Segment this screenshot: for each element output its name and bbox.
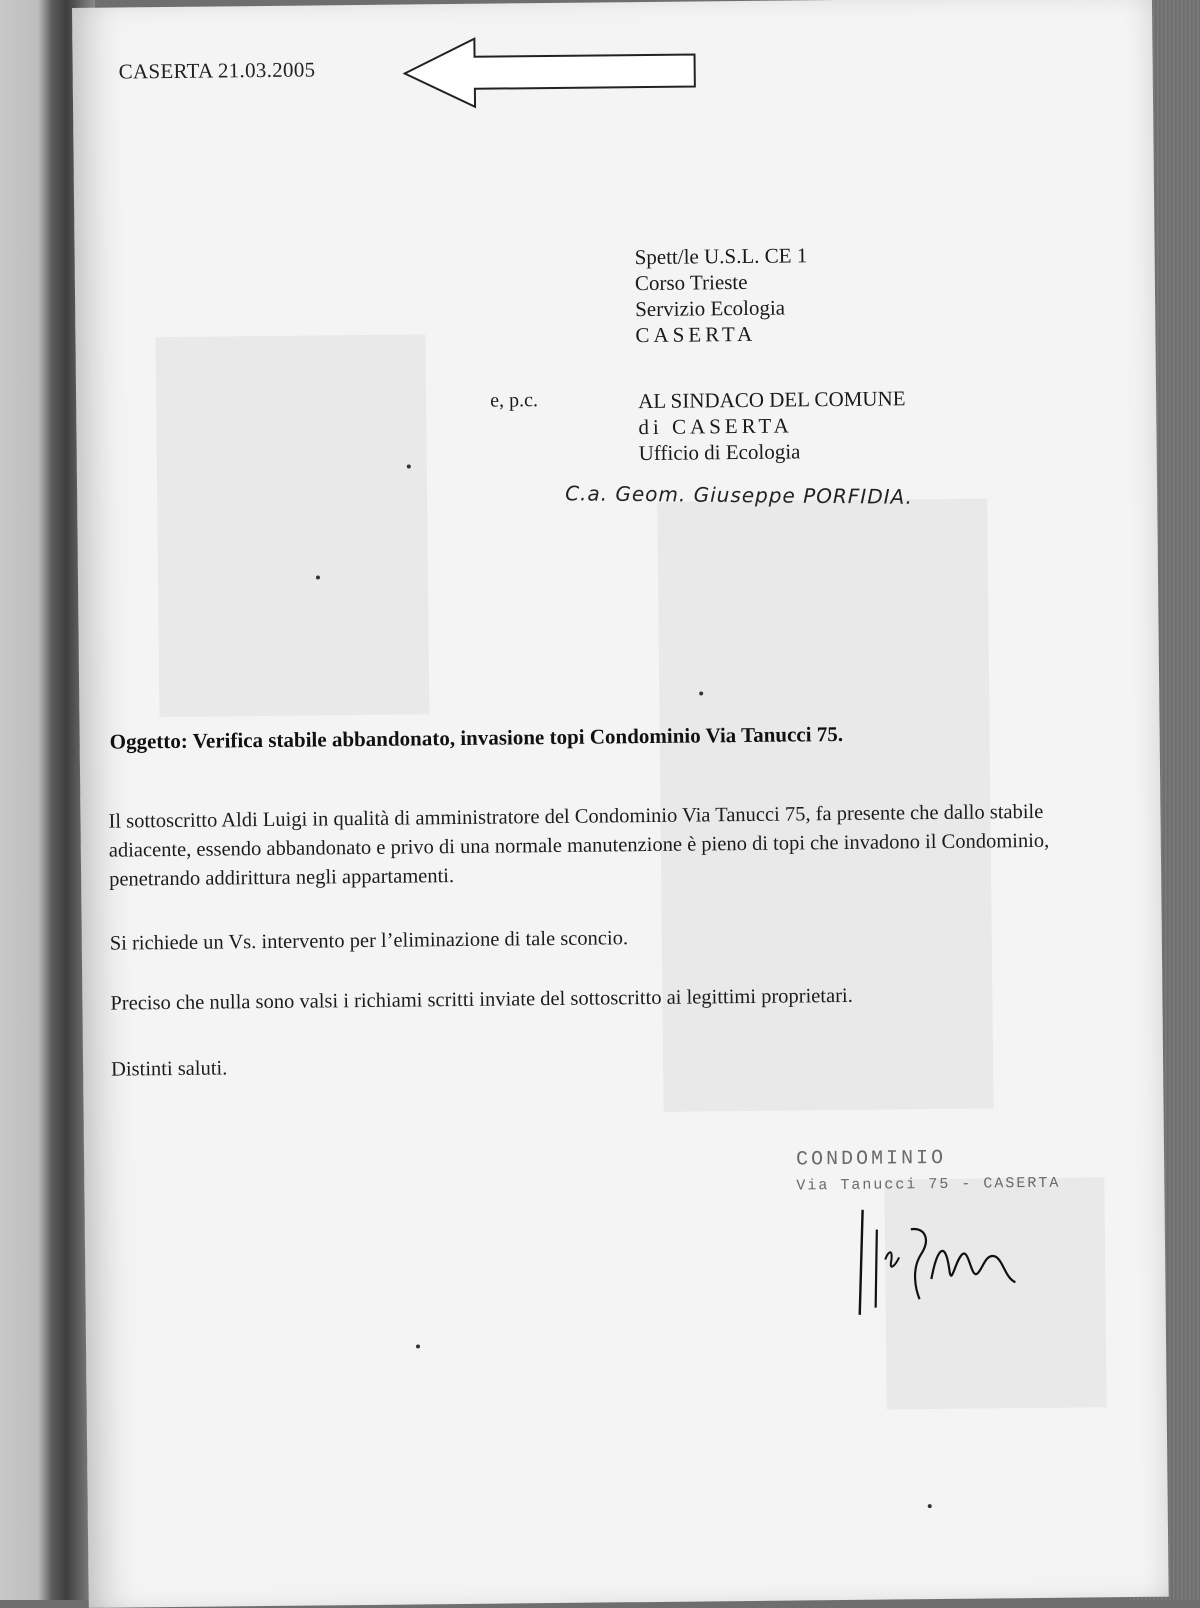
speck: [416, 1344, 420, 1348]
bleed-through-photo: [155, 334, 429, 717]
condominium-stamp: [796, 1145, 1116, 1194]
speck: [928, 1504, 932, 1508]
recipient-address: [635, 242, 809, 348]
body-paragraph-2: Si richiede un Vs. intervento per l’eliminazione di tale sconcio.: [109, 927, 629, 955]
letter-page: [72, 0, 1169, 1608]
handwritten-note: C.a. Geom. Giuseppe PORFIDIA.: [565, 481, 914, 509]
letter-subject: Oggetto: Verifica stabile abbandonato, invasione topi Condominio Via Tanucci 75.: [109, 721, 844, 754]
cc-line-2: di CASERTA: [638, 413, 793, 440]
stamp-line-1: CONDOMINIO: [795, 1146, 947, 1172]
stamp-line-2: Via Tanucci 75 - CASERTA: [796, 1174, 1061, 1195]
recipient-line-3: Servizio Ecologia: [635, 295, 786, 322]
recipient-line-4: CASERTA: [635, 321, 757, 348]
letter-date: CASERTA 21.03.2005: [118, 57, 316, 84]
cc-recipient-address: [638, 385, 906, 466]
speck: [699, 691, 703, 695]
speck: [316, 575, 320, 579]
signature-mark: [845, 1197, 1086, 1330]
closing-salutation: Distinti saluti.: [111, 1057, 228, 1081]
speck: [407, 464, 411, 468]
body-paragraph-1: Il sottoscritto Aldi Luigi in qualità di amministratore del Condominio Via Tanucci 75, fa presente che dallo stabile adiacente, essendo abbandonato e privo di una normale manutenzione è pieno di topi che invadono il Condominio, penetrando addirittura negli appartamenti.: [108, 800, 1050, 891]
cc-line-3: Ufficio di Ecologia: [638, 439, 801, 466]
recipient-line-2: Corso Trieste: [634, 269, 748, 296]
recipient-line-1: Spett/le U.S.L. CE 1: [634, 243, 808, 270]
body-paragraph-3: Preciso che nulla sono valsi i richiami scritti inviate del sottoscritto ai legittimi proprietari.: [110, 984, 853, 1015]
arrow-left-icon: [402, 33, 703, 110]
cc-label: e, p.c.: [490, 389, 539, 412]
cc-line-1: AL SINDACO DEL COMUNE: [638, 386, 906, 414]
